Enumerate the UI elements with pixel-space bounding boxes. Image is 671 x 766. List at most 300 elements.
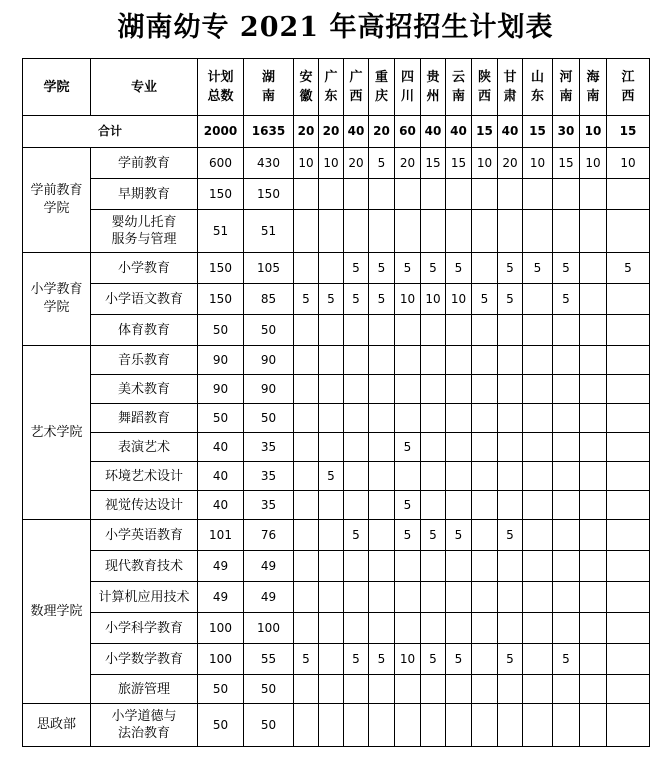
value-cell xyxy=(369,582,395,613)
header-province-char: 山 xyxy=(530,70,544,85)
major-cell xyxy=(91,520,198,551)
value-cell: 10 xyxy=(319,148,344,179)
value-cell: 5 xyxy=(421,253,446,284)
value-cell xyxy=(446,462,472,491)
value-cell: 5 xyxy=(498,644,523,675)
total-value: 10 xyxy=(580,116,607,148)
header-province-char: 江 xyxy=(621,70,635,85)
value-cell: 49 xyxy=(244,582,294,613)
major-cell xyxy=(91,210,198,253)
value-cell xyxy=(395,675,421,704)
total-value: 40 xyxy=(344,116,369,148)
header-province-char: 西 xyxy=(349,89,363,104)
value-cell xyxy=(580,582,607,613)
value-cell xyxy=(319,613,344,644)
major-cell xyxy=(91,644,198,675)
major-name-line: 小学道德与 xyxy=(111,709,177,724)
value-cell xyxy=(369,375,395,404)
value-cell xyxy=(472,179,498,210)
header-province xyxy=(553,59,580,116)
value-cell: 85 xyxy=(244,284,294,315)
value-cell: 100 xyxy=(198,644,244,675)
value-cell xyxy=(421,582,446,613)
value-cell: 49 xyxy=(198,551,244,582)
value-cell xyxy=(523,284,553,315)
value-cell xyxy=(523,315,553,346)
major-cell xyxy=(91,551,198,582)
value-cell xyxy=(472,346,498,375)
major-cell xyxy=(91,704,198,747)
major-name-line: 音乐教育 xyxy=(117,352,170,368)
header-province-char: 广 xyxy=(324,70,338,85)
value-cell xyxy=(607,704,650,747)
value-cell xyxy=(421,491,446,520)
value-cell: 10 xyxy=(580,148,607,179)
value-cell xyxy=(580,433,607,462)
value-cell xyxy=(446,582,472,613)
value-cell xyxy=(421,704,446,747)
value-cell: 5 xyxy=(319,462,344,491)
value-cell xyxy=(395,613,421,644)
college-cell xyxy=(23,704,91,747)
value-cell: 40 xyxy=(198,491,244,520)
enrollment-plan-table xyxy=(22,58,650,747)
value-cell xyxy=(344,404,369,433)
value-cell xyxy=(553,582,580,613)
value-cell xyxy=(523,613,553,644)
table-row xyxy=(23,253,650,284)
major-name-line: 环境艺术设计 xyxy=(104,468,183,484)
value-cell: 150 xyxy=(198,253,244,284)
value-cell: 10 xyxy=(395,284,421,315)
value-cell xyxy=(344,315,369,346)
value-cell xyxy=(498,179,523,210)
value-cell: 105 xyxy=(244,253,294,284)
value-cell xyxy=(319,404,344,433)
major-name-line: 早期教育 xyxy=(117,186,170,202)
value-cell: 600 xyxy=(198,148,244,179)
value-cell xyxy=(294,433,319,462)
header-province-char: 南 xyxy=(586,89,600,104)
value-cell: 50 xyxy=(244,675,294,704)
value-cell: 10 xyxy=(446,284,472,315)
value-cell xyxy=(319,520,344,551)
value-cell xyxy=(395,179,421,210)
header-province xyxy=(294,59,319,116)
value-cell: 90 xyxy=(244,375,294,404)
major-cell xyxy=(91,491,198,520)
value-cell xyxy=(421,210,446,253)
value-cell xyxy=(607,315,650,346)
total-value: 15 xyxy=(523,116,553,148)
value-cell: 5 xyxy=(395,253,421,284)
value-cell xyxy=(498,675,523,704)
value-cell xyxy=(498,582,523,613)
major-name-line: 视觉传达设计 xyxy=(104,497,183,513)
value-cell xyxy=(472,433,498,462)
header-province xyxy=(395,59,421,116)
value-cell xyxy=(369,551,395,582)
header-province-char: 南 xyxy=(559,89,573,104)
header-college: 学院 xyxy=(23,59,91,116)
value-cell: 5 xyxy=(446,520,472,551)
total-value: 40 xyxy=(498,116,523,148)
value-cell xyxy=(472,462,498,491)
major-name-line: 体育教育 xyxy=(117,322,170,338)
value-cell xyxy=(319,675,344,704)
value-cell xyxy=(553,520,580,551)
value-cell xyxy=(607,644,650,675)
value-cell xyxy=(472,404,498,433)
value-cell: 50 xyxy=(244,704,294,747)
value-cell xyxy=(294,551,319,582)
value-cell xyxy=(580,644,607,675)
major-cell xyxy=(91,253,198,284)
value-cell: 5 xyxy=(369,253,395,284)
value-cell: 35 xyxy=(244,433,294,462)
value-cell xyxy=(523,644,553,675)
header-province-char: 陕 xyxy=(477,70,491,85)
header-province-char: 广 xyxy=(349,70,363,85)
value-cell: 5 xyxy=(446,253,472,284)
header-province-char: 西 xyxy=(477,89,491,104)
value-cell xyxy=(344,375,369,404)
major-cell xyxy=(91,613,198,644)
value-cell xyxy=(498,375,523,404)
header-province xyxy=(421,59,446,116)
value-cell xyxy=(319,491,344,520)
major-name-line: 婴幼儿托育 xyxy=(111,215,177,230)
value-cell xyxy=(395,462,421,491)
value-cell: 55 xyxy=(244,644,294,675)
college-cell xyxy=(23,520,91,704)
header-province-char: 重 xyxy=(374,70,388,85)
header-major: 专业 xyxy=(91,59,198,116)
value-cell xyxy=(294,491,319,520)
total-value: 2000 xyxy=(198,116,244,148)
value-cell xyxy=(523,346,553,375)
major-name-line: 旅游管理 xyxy=(117,681,170,697)
value-cell xyxy=(421,375,446,404)
value-cell xyxy=(395,315,421,346)
major-name-line: 小学教育 xyxy=(117,260,170,276)
college-name-line: 数理学院 xyxy=(30,603,83,619)
value-cell xyxy=(319,210,344,253)
value-cell xyxy=(421,551,446,582)
major-cell xyxy=(91,148,198,179)
value-cell: 5 xyxy=(472,284,498,315)
college-name-line: 学院 xyxy=(43,201,70,216)
total-value: 30 xyxy=(553,116,580,148)
value-cell: 5 xyxy=(607,253,650,284)
value-cell: 5 xyxy=(421,644,446,675)
value-cell xyxy=(580,520,607,551)
value-cell: 90 xyxy=(244,346,294,375)
value-cell xyxy=(498,462,523,491)
value-cell xyxy=(319,551,344,582)
value-cell xyxy=(580,210,607,253)
total-row xyxy=(23,116,650,148)
header-province-char: 南 xyxy=(261,89,275,104)
table-row xyxy=(23,491,650,520)
major-cell xyxy=(91,675,198,704)
value-cell xyxy=(294,179,319,210)
value-cell xyxy=(421,404,446,433)
value-cell xyxy=(421,433,446,462)
header-province-char: 肃 xyxy=(503,89,517,104)
value-cell xyxy=(319,375,344,404)
total-label: 合计 xyxy=(23,116,198,148)
value-cell xyxy=(553,462,580,491)
college-name-line: 小学教育 xyxy=(30,282,83,297)
value-cell xyxy=(553,551,580,582)
value-cell xyxy=(523,210,553,253)
header-province-char: 甘 xyxy=(503,70,517,85)
value-cell xyxy=(607,404,650,433)
value-cell: 50 xyxy=(198,675,244,704)
value-cell xyxy=(553,179,580,210)
value-cell xyxy=(421,613,446,644)
major-name-line: 现代教育技术 xyxy=(104,558,183,574)
value-cell xyxy=(446,704,472,747)
value-cell xyxy=(369,210,395,253)
value-cell xyxy=(580,613,607,644)
value-cell: 90 xyxy=(198,375,244,404)
header-plan-total xyxy=(198,59,244,116)
value-cell xyxy=(421,179,446,210)
value-cell xyxy=(344,491,369,520)
value-cell xyxy=(294,375,319,404)
major-name-line: 服务与管理 xyxy=(111,232,177,247)
major-name-line: 表演艺术 xyxy=(117,439,170,455)
value-cell xyxy=(369,704,395,747)
value-cell xyxy=(607,284,650,315)
value-cell xyxy=(607,551,650,582)
value-cell xyxy=(344,462,369,491)
value-cell xyxy=(446,491,472,520)
total-value: 40 xyxy=(421,116,446,148)
value-cell xyxy=(472,704,498,747)
value-cell xyxy=(395,404,421,433)
value-cell xyxy=(344,613,369,644)
value-cell xyxy=(580,462,607,491)
total-value: 15 xyxy=(607,116,650,148)
value-cell xyxy=(344,704,369,747)
value-cell xyxy=(294,253,319,284)
value-cell xyxy=(523,520,553,551)
value-cell xyxy=(523,375,553,404)
value-cell: 15 xyxy=(553,148,580,179)
value-cell: 35 xyxy=(244,462,294,491)
value-cell: 51 xyxy=(198,210,244,253)
value-cell xyxy=(446,315,472,346)
total-value: 1635 xyxy=(244,116,294,148)
value-cell: 5 xyxy=(553,253,580,284)
value-cell: 5 xyxy=(319,284,344,315)
value-cell xyxy=(344,582,369,613)
value-cell xyxy=(580,253,607,284)
value-cell xyxy=(607,582,650,613)
value-cell xyxy=(472,644,498,675)
value-cell xyxy=(319,315,344,346)
header-province xyxy=(369,59,395,116)
header-plan-line: 计划 xyxy=(207,70,234,85)
value-cell xyxy=(294,582,319,613)
header-province-char: 河 xyxy=(559,70,573,85)
major-cell xyxy=(91,315,198,346)
college-name-line: 学前教育 xyxy=(30,183,83,198)
college-name-line: 思政部 xyxy=(36,717,76,732)
table-row xyxy=(23,375,650,404)
major-name-line: 美术教育 xyxy=(117,381,170,397)
value-cell: 50 xyxy=(198,704,244,747)
major-cell xyxy=(91,404,198,433)
total-value: 15 xyxy=(472,116,498,148)
value-cell xyxy=(395,704,421,747)
value-cell xyxy=(446,210,472,253)
page-title: 湖南幼专 2021 年高招招生计划表 xyxy=(117,12,554,43)
major-cell xyxy=(91,375,198,404)
value-cell xyxy=(580,551,607,582)
value-cell xyxy=(498,404,523,433)
major-cell xyxy=(91,179,198,210)
value-cell xyxy=(498,704,523,747)
value-cell: 20 xyxy=(344,148,369,179)
header-province xyxy=(607,59,650,116)
value-cell xyxy=(369,315,395,346)
value-cell xyxy=(580,704,607,747)
value-cell: 430 xyxy=(244,148,294,179)
major-name-line: 小学数学教育 xyxy=(104,651,183,667)
value-cell xyxy=(446,375,472,404)
value-cell xyxy=(446,551,472,582)
value-cell xyxy=(498,346,523,375)
header-province xyxy=(446,59,472,116)
major-cell xyxy=(91,433,198,462)
major-name-line: 小学语文教育 xyxy=(104,291,183,307)
value-cell xyxy=(472,551,498,582)
value-cell xyxy=(523,675,553,704)
value-cell: 10 xyxy=(395,644,421,675)
value-cell xyxy=(523,433,553,462)
value-cell xyxy=(580,675,607,704)
value-cell xyxy=(607,462,650,491)
value-cell xyxy=(446,433,472,462)
value-cell: 5 xyxy=(446,644,472,675)
table-row xyxy=(23,210,650,253)
header-province-char: 贵 xyxy=(426,70,440,85)
value-cell xyxy=(553,315,580,346)
table-row xyxy=(23,346,650,375)
value-cell xyxy=(369,520,395,551)
value-cell xyxy=(421,675,446,704)
header-province-char: 南 xyxy=(451,89,465,104)
value-cell xyxy=(421,462,446,491)
value-cell xyxy=(472,613,498,644)
value-cell xyxy=(607,433,650,462)
major-name-line: 小学科学教育 xyxy=(104,620,183,636)
value-cell: 100 xyxy=(198,613,244,644)
value-cell xyxy=(553,375,580,404)
value-cell xyxy=(319,644,344,675)
value-cell xyxy=(472,315,498,346)
value-cell xyxy=(523,404,553,433)
value-cell: 5 xyxy=(344,253,369,284)
value-cell xyxy=(523,491,553,520)
header-province-char: 西 xyxy=(621,89,635,104)
header-province xyxy=(498,59,523,116)
value-cell xyxy=(344,551,369,582)
value-cell xyxy=(553,404,580,433)
value-cell xyxy=(607,491,650,520)
value-cell xyxy=(498,613,523,644)
value-cell xyxy=(319,433,344,462)
value-cell: 5 xyxy=(395,433,421,462)
value-cell xyxy=(580,404,607,433)
value-cell xyxy=(580,375,607,404)
value-cell xyxy=(344,179,369,210)
value-cell xyxy=(472,253,498,284)
value-cell: 5 xyxy=(395,520,421,551)
value-cell xyxy=(472,582,498,613)
total-value: 20 xyxy=(319,116,344,148)
value-cell: 10 xyxy=(607,148,650,179)
value-cell xyxy=(319,582,344,613)
value-cell xyxy=(498,315,523,346)
value-cell xyxy=(369,179,395,210)
value-cell xyxy=(472,210,498,253)
value-cell: 150 xyxy=(198,284,244,315)
value-cell xyxy=(421,315,446,346)
table-body xyxy=(23,59,650,747)
value-cell xyxy=(369,491,395,520)
header-row xyxy=(23,59,650,116)
value-cell: 10 xyxy=(472,148,498,179)
major-cell xyxy=(91,462,198,491)
value-cell: 5 xyxy=(344,520,369,551)
value-cell: 50 xyxy=(244,315,294,346)
total-value: 20 xyxy=(294,116,319,148)
header-province xyxy=(244,59,294,116)
value-cell xyxy=(344,346,369,375)
major-name-line: 小学英语教育 xyxy=(104,527,183,543)
table-row xyxy=(23,315,650,346)
header-province-char: 东 xyxy=(530,89,544,104)
value-cell xyxy=(607,179,650,210)
value-cell xyxy=(446,675,472,704)
value-cell xyxy=(294,404,319,433)
value-cell xyxy=(607,375,650,404)
value-cell: 5 xyxy=(369,284,395,315)
major-name-line: 舞蹈教育 xyxy=(117,410,170,426)
value-cell xyxy=(294,613,319,644)
header-province xyxy=(523,59,553,116)
major-name-line: 学前教育 xyxy=(117,155,170,171)
table-row xyxy=(23,644,650,675)
value-cell xyxy=(472,375,498,404)
value-cell: 40 xyxy=(198,462,244,491)
header-province-char: 四 xyxy=(400,70,414,85)
value-cell: 5 xyxy=(498,520,523,551)
value-cell xyxy=(553,613,580,644)
value-cell xyxy=(523,704,553,747)
value-cell xyxy=(294,520,319,551)
value-cell xyxy=(523,462,553,491)
value-cell: 5 xyxy=(395,491,421,520)
value-cell xyxy=(553,675,580,704)
value-cell: 5 xyxy=(294,644,319,675)
value-cell xyxy=(344,433,369,462)
